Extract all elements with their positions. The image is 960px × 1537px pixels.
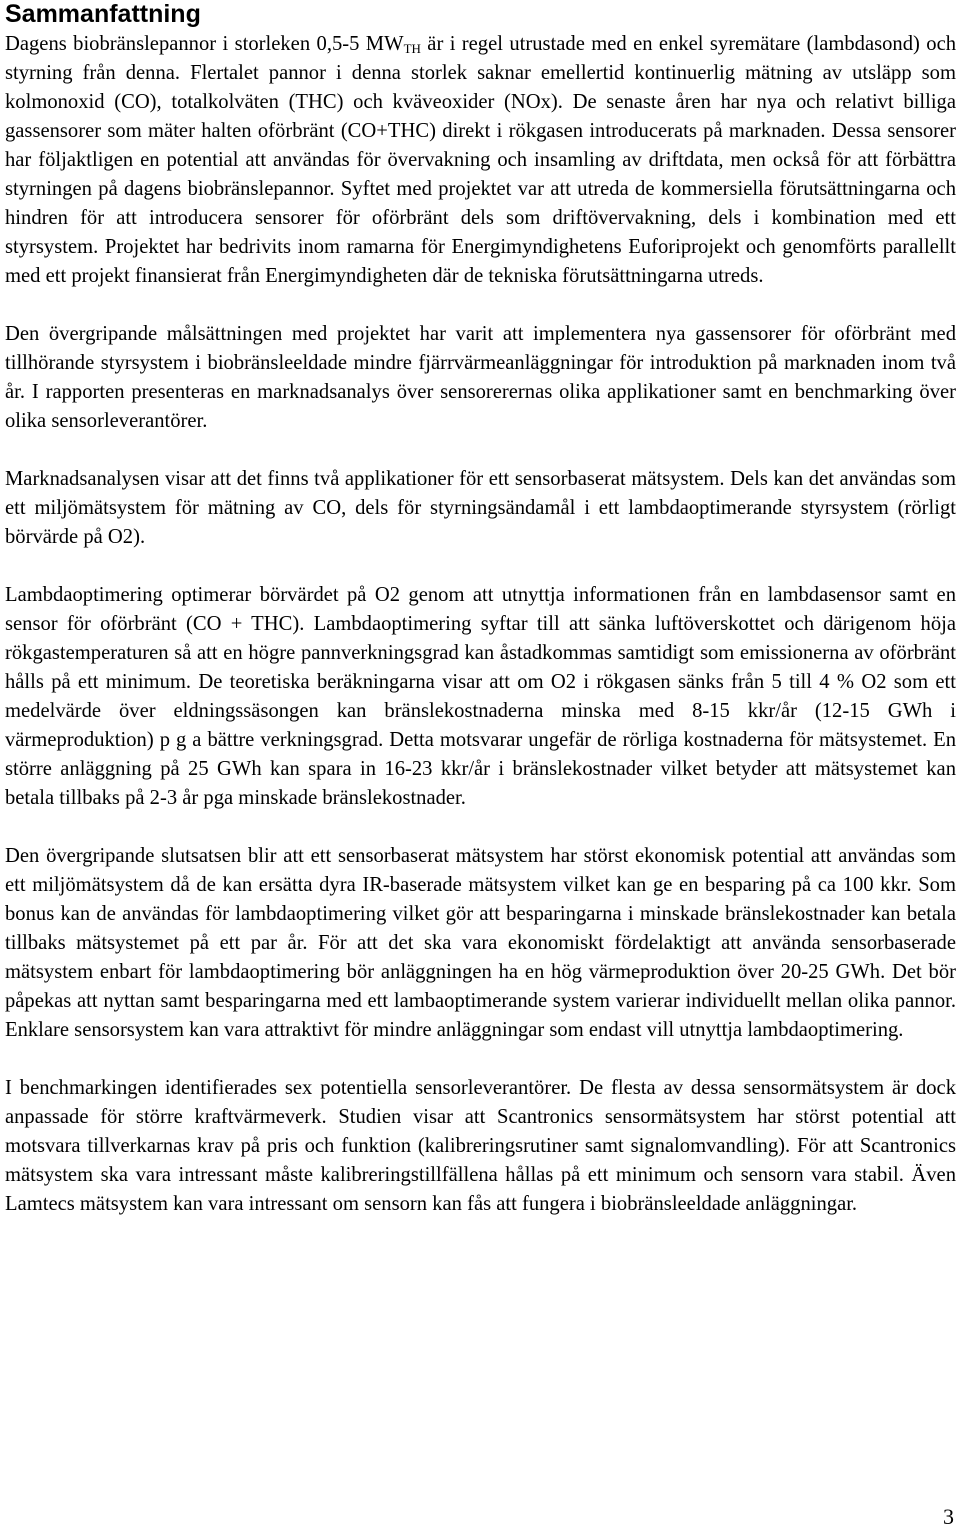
document-page <box>5 0 956 1219</box>
section-heading: Sammanfattning <box>5 0 201 28</box>
paragraph-spacer <box>5 552 956 581</box>
paragraph-spacer <box>5 436 956 465</box>
subscript-th: TH <box>403 41 421 56</box>
paragraph-intro-rest: är i regel utrustade med en enkel syremätare (lambdasond) och styrning från denna. Flertalet pannor i denna storlek saknar emellertid kontinuerlig mätning av utsläpp som kolmonoxid (CO), totalkolväten (THC) och kväveoxider (NOx). De senaste åren har nya och relativt billiga gassensorer som mäter halten oförbränt (CO+THC) direkt i rökgasen introducerats på marknaden. Dessa sensorer har följaktligen en potential att användas för övervakning och insamling av driftdata, men också för att förbättra styrningen på dagens biobränslepannor. Syftet med projektet var att utreda de kommersiella förutsättningarna och hindren för att introducera sensorer för oförbränt dels som driftövervakning, dels i kombination med ett styrsystem. Projektet har bedrivits inom ramarna för Energimyndighetens Euforiprojekt och genomförts parallellt med ett projekt finansierat från Energimyndigheten där de tekniska förutsättningarna utreds. <box>5 33 957 287</box>
paragraph-benchmarking: I benchmarkingen identifierades sex potentiella sensorleverantörer. De flesta av dessa sensormätsystem är dock anpassade för större kraftvärmeverk. Studien visar att Scantronics sensormätsystem har störst potential att motsvara tillverkarnas krav på pris och funktion (kalibreringsrutiner samt signalomvandling). För att Scantronics mätsystem ska vara intressant måste kalibreringstillfällena hållas på ett minimum och sensorn vara stabil. Även Lamtecs mätsystem kan vara intressant om sensorn kan fås att fungera i biobränsleeldade anläggningar. <box>5 1077 956 1215</box>
paragraph-spacer <box>5 813 956 842</box>
paragraph-intro <box>5 30 956 291</box>
paragraph-market-analysis: Marknadsanalysen visar att det finns två applikationer för ett sensorbaserat mätsystem. Dels kan det användas som ett miljömätsystem för mätning av CO, dels för styrningsändamål i ett lambdaoptimerande styrsystem (rörligt börvärde på O2). <box>5 468 956 548</box>
paragraph-spacer <box>5 291 956 320</box>
paragraph-lambda-optimization: Lambdaoptimering optimerar börvärdet på O2 genom att utnyttja informationen från en lambdasensor samt en sensor för oförbränt (CO + THC). Lambdaoptimering syftar till att sänka luftöverskottet och därigenom höja rökgastemperaturen så att en högre pannverkningsgrad kan åstadkommas samtidigt som emissionerna av oförbränt hålls på ett minimum. De teoretiska beräkningarna visar att om O2 i rökgasen sänks från 5 till 4 % O2 som ett medelvärde över eldningssäsongen kan bränslekostnaderna minska med 8-15 kkr/år (12-15 GWh i värmeproduktion) p g a bättre verkningsgrad. Detta motsvarar ungefär de rörliga kostnaderna för mätsystemet. En större anläggning på 25 GWh kan spara in 16-23 kkr/år i bränslekostnader vilket betyder att mätsystemet kan betala tillbaks på 2-3 år pga minskade bränslekostnader. <box>5 584 956 809</box>
paragraph-spacer <box>5 1045 956 1074</box>
paragraph-conclusion: Den övergripande slutsatsen blir att ett sensorbaserat mätsystem har störst ekonomisk potential att användas som ett miljömätsystem då de kan ersätta dyra IR-baserade mätsystem vilket kan ge en besparing på ca 100 kkr. Som bonus kan de användas för lambdaoptimering vilket gör att besparingarna i minskade bränslekostnader kan betala tillbaks mätsystemet på ett par år. För att det ska vara ekonomiskt fördelaktigt att använda sensorbaserade mätsystem enbart för lambdaoptimering bör anläggningen ha en hög värmeproduktion över 20-25 GWh. Det bör påpekas att nyttan samt besparingarna med ett lambaoptimerande system varierar individuellt mellan olika pannor. Enklare sensorsystem kan vara attraktivt för mindre anläggningar som endast vill utnyttja lambdaoptimering. <box>5 845 956 1041</box>
page-number: 3 <box>943 1504 954 1529</box>
paragraph-intro-start: Dagens biobränslepannor i storleken 0,5-5 MW <box>5 33 404 55</box>
paragraph-goal: Den övergripande målsättningen med projektet har varit att implementera nya gassensorer för oförbränt med tillhörande styrsystem i biobränsleeldade mindre fjärrvärmeanläggningar för introduktion på marknaden inom två år. I rapporten presenteras en marknadsanalys över sensorerernas olika applikationer samt en benchmarking över olika sensorleverantörer. <box>5 323 956 432</box>
